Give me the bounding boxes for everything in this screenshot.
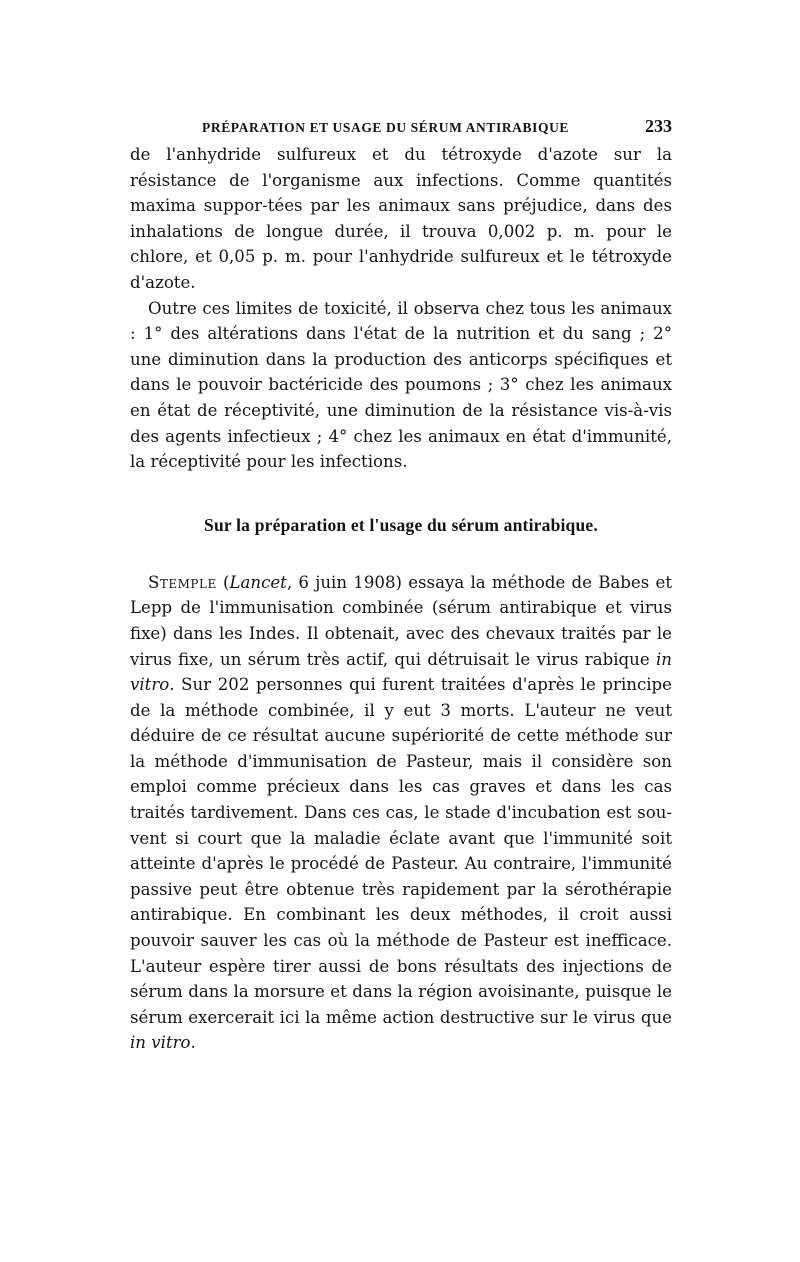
paragraph-text: , 6 juin 1908) essaya la méthode de Babes et Lepp de l'immunisation combinée (sérum antirabique et virus fixe) dans les Indes. Il obtenait, avec des chevaux traités par le virus fixe, un sérum très actif, qui détruisait le virus rabique: [130, 572, 672, 669]
running-title: PRÉPARATION ET USAGE DU SÉRUM ANTIRABIQUE: [202, 120, 570, 135]
paragraph-toxicity-limits: Outre ces limites de toxicité, il observa chez tous les animaux : 1° des altérations dans l'état de la nutrition et du sang ; 2° une diminution dans la production des anticorps spécifiques et dans le pouvoir bactéricide des poumons ; 3° chez les animaux en état de réceptivité, une diminution de la résistance vis-à-vis des agents infectieux ; 4° chez les animaux en état d'immunité, la réceptivité pour les infections.: [130, 298, 672, 472]
running-header: [130, 112, 672, 142]
paragraph-text: .: [190, 1033, 196, 1053]
page-number: 233: [645, 116, 672, 136]
paragraph-stemple: Stemple (Lancet, 6 juin 1908) essaya la méthode de Babes et Lepp de l'immunisation combinée (sérum antirabique et virus fixe) dans les Indes. Il obtenait, avec des chevaux traités par le virus fixe, un sérum très actif, qui détruisait le virus rabique in vitro. Sur 202 personnes qui furent traitées d'après le principe de la méthode combinée, il y eut 3 morts. L'auteur ne veut déduire de ce résultat aucune supériorité de cette méthode sur la méthode d'immunisation de Pasteur, mais il considère son emploi comme précieux dans les cas graves et dans les cas traités tardivement. Dans ces cas, le stade d'incubation est sou-vent si court que la maladie éclate avant que l'immunité soit atteinte d'après le procédé de Pasteur. Au contraire, l'immunité passive peut être obtenue très rapidement par la sérothérapie antirabique. En combinant les deux méthodes, il croit aussi pouvoir sauver les cas où la méthode de Pasteur est inefficace. L'auteur espère tirer aussi de bons résultats des injections de sérum dans la morsure et dans la région avoisinante, puisque le sérum exercerait ici la même action destructive sur le virus que in vitro.: [130, 572, 672, 1053]
paragraph-anhydride: de l'anhydride sulfureux et du tétroxyde d'azote sur la résistance de l'organisme aux infections. Comme quantités maxima suppor-tées par les animaux sans préjudice, dans des inhalations de longue durée, il trouva 0,002 p. m. pour le chlore, et 0,05 p. m. pour l'anhydride sulfureux et le tétroxyde d'azote.: [130, 145, 672, 292]
italic-phrase: in vitro: [130, 649, 672, 695]
book-page: [130, 112, 672, 1056]
author-name: Stemple: [148, 572, 217, 592]
paragraph-text: . Sur 202 personnes qui furent traitées d'après le principe de la méthode combinée, il y eut 3 morts. L'auteur ne veut déduire de ce résultat aucune supériorité de cette méthode sur la méthode d'immunisation de Pasteur, mais il considère son emploi comme précieux dans les cas graves et dans les cas traités tardivement. Dans ces cas, le stade d'incubation est sou-vent si court que la maladie éclate avant que l'immunité soit atteinte d'après le procédé de Pasteur. Au contraire, l'immunité passive peut être obtenue très rapidement par la sérothérapie antirabique. En combinant les deux méthodes, il croit aussi pouvoir sauver les cas où la méthode de Pasteur est inefficace. L'auteur espère tirer aussi de bons résultats des injections de sérum dans la morsure et dans la région avoisinante, puisque le sérum exercerait ici la même action destructive sur le virus que: [130, 675, 672, 1027]
section-heading: Sur la préparation et l'usage du sérum antirabique.: [204, 514, 598, 535]
journal-name: Lancet: [229, 572, 287, 592]
italic-phrase: in vitro: [130, 1033, 191, 1053]
